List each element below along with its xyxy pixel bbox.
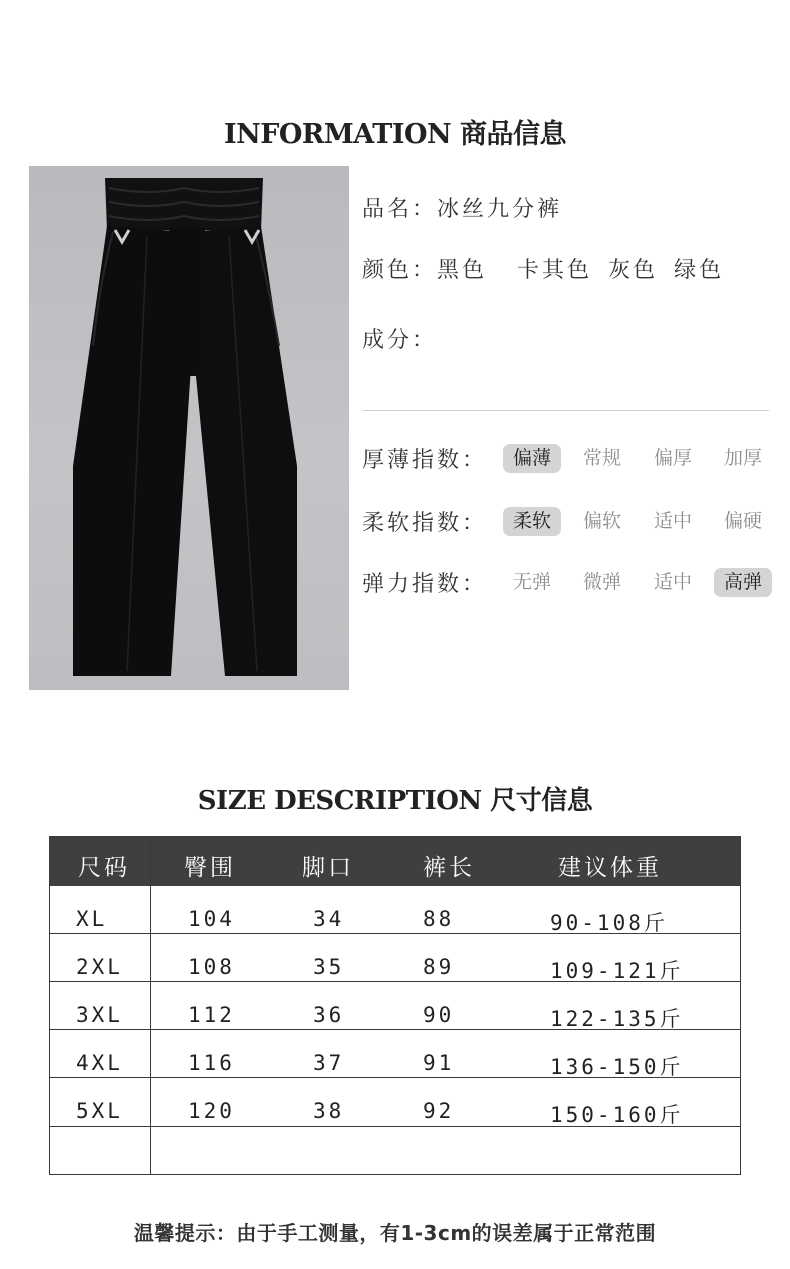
softness-index-label: 柔软指数：	[362, 511, 488, 536]
color-option: 灰色	[608, 258, 659, 283]
measurement-footnote: 温馨提示：由于手工测量，有1-3cm的误差属于正常范围	[133, 1221, 657, 1245]
softness-option: 偏硬	[723, 510, 762, 532]
header-cell: 臀围	[184, 855, 236, 881]
elasticity-option: 适中	[653, 571, 692, 593]
size-table	[49, 836, 741, 1175]
thickness-option: 偏薄	[503, 444, 561, 473]
softness-option: 适中	[653, 510, 692, 532]
color-label: 颜色：	[362, 258, 438, 283]
color-option: 黑色	[437, 258, 488, 283]
hip-cell: 104	[188, 907, 235, 931]
hip-cell: 116	[188, 1051, 235, 1075]
header-cell: 裤长	[423, 855, 475, 881]
color-option: 卡其色	[517, 258, 593, 283]
length-cell: 90	[423, 1003, 455, 1027]
weight-cell: 90-108斤	[550, 911, 668, 935]
hip-cell: 120	[188, 1099, 235, 1123]
column-divider	[150, 837, 151, 1174]
size-cell: 2XL	[76, 955, 123, 979]
weight-cell: 122-135斤	[550, 1007, 684, 1031]
softness-option: 柔软	[503, 507, 561, 536]
thickness-option: 常规	[582, 447, 621, 469]
product-name-label: 品名：	[362, 197, 438, 222]
header-cell: 建议体重	[558, 855, 662, 881]
thickness-index-row	[362, 443, 782, 475]
pants-illustration	[29, 166, 349, 690]
weight-cell: 150-160斤	[550, 1103, 684, 1127]
information-title: INFORMATION 商品信息	[223, 119, 567, 150]
elasticity-option: 无弹	[512, 571, 551, 593]
composition-label: 成分：	[362, 328, 438, 353]
product-name-row	[362, 192, 562, 223]
length-cell: 88	[423, 907, 455, 931]
product-name-value: 冰丝九分裤	[437, 197, 563, 222]
hem-cell: 37	[313, 1051, 345, 1075]
hem-cell: 35	[313, 955, 345, 979]
thickness-index-label: 厚薄指数：	[362, 448, 488, 473]
composition-row	[362, 323, 437, 354]
size-cell: 4XL	[76, 1051, 123, 1075]
color-option: 绿色	[674, 258, 725, 283]
length-cell: 91	[423, 1051, 455, 1075]
divider	[363, 410, 769, 411]
length-cell: 89	[423, 955, 455, 979]
softness-option: 偏软	[582, 510, 621, 532]
color-row	[362, 253, 724, 284]
size-cell: 3XL	[76, 1003, 123, 1027]
product-photo	[29, 166, 349, 690]
elasticity-index-label: 弹力指数：	[362, 572, 488, 597]
hem-cell: 36	[313, 1003, 345, 1027]
hem-cell: 34	[313, 907, 345, 931]
length-cell: 92	[423, 1099, 455, 1123]
weight-cell: 136-150斤	[550, 1055, 684, 1079]
size-cell: 5XL	[76, 1099, 123, 1123]
hip-cell: 112	[188, 1003, 235, 1027]
size-cell: XL	[76, 907, 108, 931]
header-cell: 脚口	[302, 855, 354, 881]
softness-index-row	[362, 506, 782, 538]
size-title: SIZE DESCRIPTION 尺寸信息	[197, 786, 593, 816]
hem-cell: 38	[313, 1099, 345, 1123]
elasticity-index-row	[362, 567, 782, 599]
header-cell: 尺码	[78, 855, 130, 881]
elasticity-option: 高弹	[714, 568, 772, 597]
thickness-option: 偏厚	[653, 447, 692, 469]
elasticity-option: 微弹	[582, 571, 621, 593]
size-table-header	[50, 837, 740, 886]
weight-cell: 109-121斤	[550, 959, 684, 983]
hip-cell: 108	[188, 955, 235, 979]
thickness-option: 加厚	[723, 447, 762, 469]
